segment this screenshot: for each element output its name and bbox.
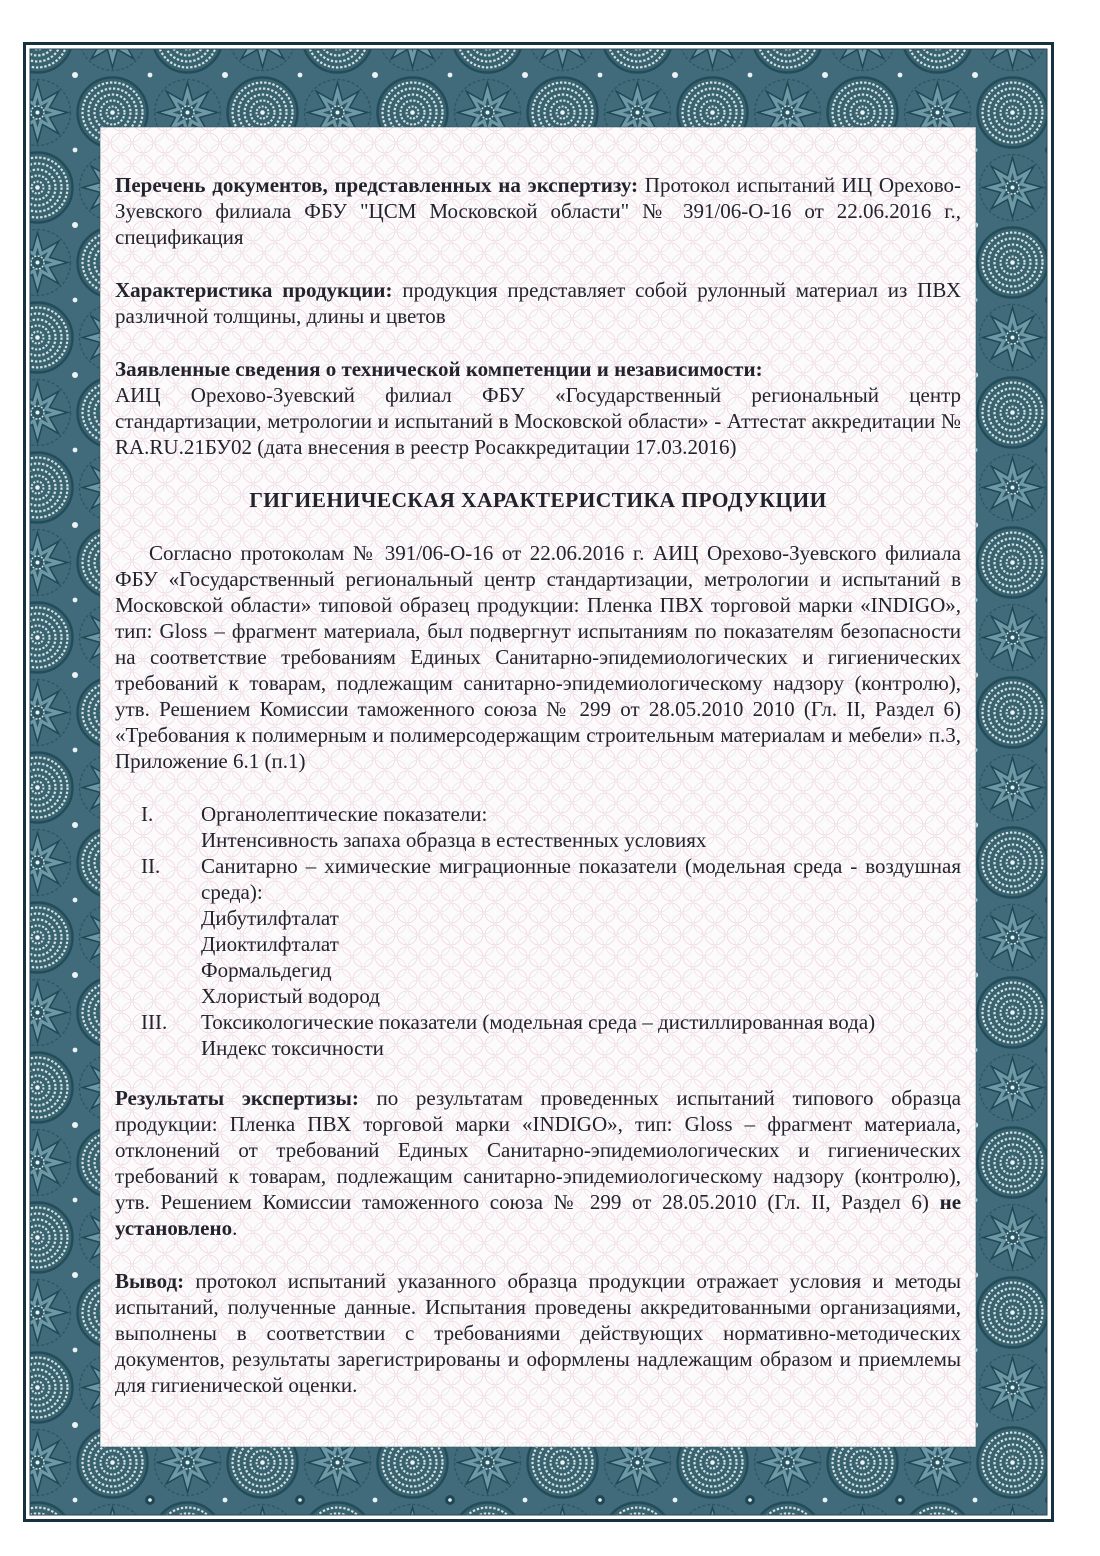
product-characteristic-text: продукция представляет собой рулонный материал из ПВХ различной толщины, длины и цветов (115, 278, 961, 328)
competence-text: АИЦ Орехово-Зуевский филиал ФБУ «Государственный региональный центр стандартизации, метрологии и испытаний в Московской области» - Аттестат аккредитации № RA.RU.21БУ02 (дата внесения в реестр Росаккредитации 17.03.2016) (115, 383, 961, 459)
list-item-number: I. (141, 802, 154, 826)
document-content (100, 127, 976, 1447)
list-item (115, 1009, 961, 1061)
list-item-line: Органолептические показатели: (201, 802, 488, 826)
results-verdict: не установлено (115, 1190, 962, 1240)
paragraph-competence (115, 356, 961, 460)
list-item-line: Дибутилфталат (201, 906, 339, 930)
results-label: Результаты экспертизы: (115, 1086, 359, 1110)
documents-list-text: Протокол испытаний ИЦ Орехово-Зуевского филиала ФБУ "ЦСМ Московской области" № 391/06-О-16 от 22.06.2016 г., спецификация (115, 173, 961, 249)
list-item-number: III. (141, 1010, 168, 1034)
list-item-line: Интенсивность запаха образца в естественных условиях (201, 828, 707, 852)
list-item-line: Формальдегид (201, 958, 332, 982)
indicators-list (115, 801, 961, 1061)
list-item-number: II. (141, 854, 161, 878)
paragraph-product-characteristic (115, 277, 961, 329)
list-item-line: Индекс токсичности (201, 1036, 384, 1060)
page-title: ГИГИЕНИЧЕСКАЯ ХАРАКТЕРИСТИКА ПРОДУКЦИИ (249, 488, 827, 512)
list-item-line: Диоктилфталат (201, 932, 339, 956)
paragraph-results (115, 1085, 961, 1241)
product-characteristic-label: Характеристика продукции: (115, 278, 393, 302)
list-item-line: Хлористый водород (201, 984, 380, 1008)
list-item (115, 853, 961, 1009)
competence-label: Заявленные сведения о технической компетенции и независимости: (115, 357, 763, 381)
paragraph-documents-list (115, 172, 961, 250)
documents-list-label: Перечень документов, представленных на экспертизу: (115, 173, 639, 197)
results-tail: . (232, 1216, 238, 1240)
conclusion-label: Вывод: (115, 1269, 185, 1293)
paragraph-conclusion (115, 1268, 961, 1398)
list-item-line: Санитарно – химические миграционные показатели (модельная среда - воздушная среда): (201, 854, 961, 904)
list-item-line: Токсикологические показатели (модельная среда – дистиллированная вода) (201, 1010, 876, 1034)
results-text: по результатам проведенных испытаний типового образца продукции: Пленка ПВХ торговой марки «INDIGO», тип: Gloss – фрагмент материала, отклонений от требований Единых Санитарно-эпидемиологических и гигиенических требований к товарам, подлежащим санитарно-эпидемиологическому надзору (контролю), утв. Решением Комиссии таможенного союза № 299 от 28.05.2010 (Гл. II, Раздел 6) (115, 1086, 961, 1214)
list-item (115, 801, 961, 853)
conclusion-text: протокол испытаний указанного образца продукции отражает условия и методы испытаний, полученные данные. Испытания проведены аккредитованными организациями, выполнены в соответствии с требованиями действующих нормативно-методических документов, результаты зарегистрированы и оформлены надлежащим образом и приемлемы для гигиенической оценки. (115, 1269, 961, 1397)
paragraph-intro: Согласно протоколам № 391/06-О-16 от 22.06.2016 г. АИЦ Орехово-Зуевского филиала ФБУ «Государственный региональный центр стандартизации, метрологии и испытаний в Московской области» типовой образец продукции: Пленка ПВХ торговой марки «INDIGO», тип: Gloss – фрагмент материала, был подвергнут испытаниям по показателям безопасности на соответствие требованиям Единых Санитарно-эпидемиологических и гигиенических требований к товарам, подлежащим санитарно-эпидемиологическому надзору (контролю), утв. Решением Комиссии таможенного союза № 299 от 28.05.2010 2010 (Гл. II, Раздел 6) «Требования к полимерным и полимерсодержащим строительным материалам и мебели» п.3, Приложение 6.1 (п.1) (115, 541, 961, 773)
